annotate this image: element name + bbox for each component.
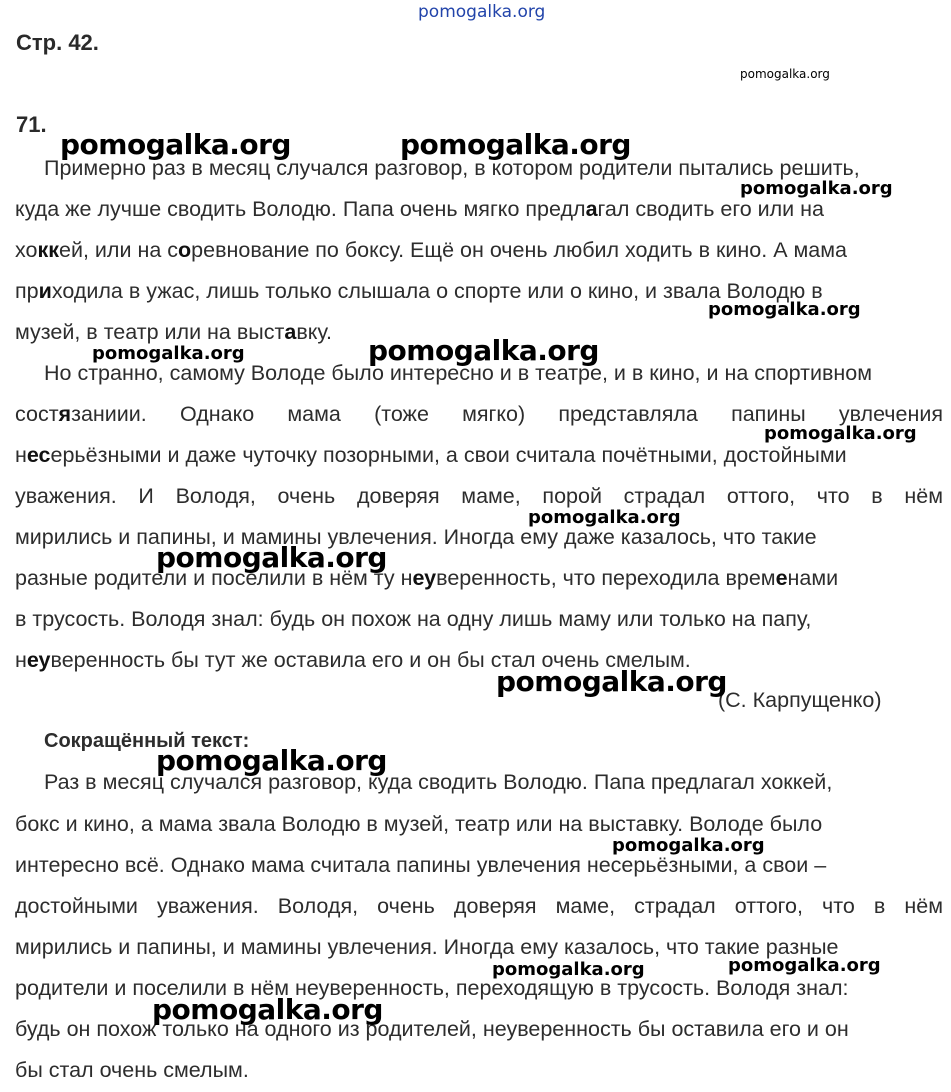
watermark-big: pomogalka.org: [156, 744, 387, 777]
watermark-big: pomogalka.org: [496, 665, 727, 698]
watermark-mid: pomogalka.org: [740, 178, 893, 199]
watermark-big: pomogalka.org: [156, 541, 387, 574]
watermark-mid: pomogalka.org: [492, 959, 645, 980]
summary-line: бокс и кино, а мама звала Володю в музей, театр или на выставку. Володе было: [15, 812, 823, 836]
watermark-mid: pomogalka.org: [92, 343, 245, 364]
summary-line: интересно всё. Однако мама считала папины увлечения несерьёзными, а свои –: [15, 853, 827, 877]
watermark-mid: pomogalka.org: [708, 299, 861, 320]
page-number: Стр. 42.: [16, 30, 99, 55]
summary-line: достойными уважения. Володя, очень доверяя маме, страдал оттого, что в нём: [15, 894, 943, 918]
watermark-big: pomogalka.org: [368, 334, 599, 367]
watermark-big: pomogalka.org: [152, 993, 383, 1026]
text-line: Но странно, самому Володе было интересно и в театре, и в кино, и на спортивном: [44, 361, 873, 385]
summary-line: Раз в месяц случался разговор, куда сводить Володю. Папа предлагал хоккей,: [44, 770, 833, 794]
task-number: 71.: [16, 112, 47, 137]
summary-title: Сокращённый текст:: [44, 730, 250, 752]
watermark-big: pomogalka.org: [60, 128, 291, 161]
summary-line: мирились и папины, и мамины увлечения. Иногда ему казалось, что такие разные: [15, 935, 839, 959]
text-line: неуверенность бы тут же оставила его и он бы стал очень смелым.: [15, 648, 691, 672]
summary-line: будь он похож только на одного из родителей, неуверенность бы оставила его и он: [15, 1017, 849, 1041]
text-line: хоккей, или на соревнование по боксу. Ещё он очень любил ходить в кино. А мама: [15, 238, 847, 262]
text-line: мирились и папины, и мамины увлечения. Иногда ему даже казалось, что такие: [15, 525, 817, 549]
summary-line: родители и поселили в нём неуверенность, переходящую в трусость. Володя знал:: [15, 976, 849, 1000]
watermark-mid: pomogalka.org: [728, 955, 881, 976]
text-line: в трусость. Володя знал: будь он похож на одну лишь маму или только на папу,: [15, 607, 812, 631]
watermark-mid: pomogalka.org: [528, 507, 681, 528]
text-line: музей, в театр или на выставку.: [15, 320, 332, 344]
watermark-mid: pomogalka.org: [764, 423, 917, 444]
summary-line: бы стал очень смелым.: [15, 1058, 249, 1082]
watermark-top[interactable]: pomogalka.org: [418, 2, 546, 22]
watermark-small: pomogalka.org: [740, 67, 830, 81]
text-line: состязаниии. Однако мама (тоже мягко) представляла папины увлечения: [15, 402, 943, 426]
author: (С. Карпущенко): [718, 688, 882, 712]
text-line: несерьёзными и даже чуточку позорными, а свои считала почётными, достойными: [15, 443, 847, 467]
text-line: разные родители и поселили в нём ту неуверенность, что переходила временами: [15, 566, 839, 590]
text-line: уважения. И Володя, очень доверяя маме, порой страдал оттого, что в нём: [15, 484, 943, 508]
text-line: Примерно раз в месяц случался разговор, в котором родители пытались решить,: [44, 156, 860, 180]
text-line: приходила в ужас, лишь только слышала о спорте или о кино, и звала Володю в: [15, 279, 823, 303]
watermark-mid: pomogalka.org: [612, 835, 765, 856]
text-line: куда же лучше сводить Володю. Папа очень мягко предлагал сводить его или на: [15, 197, 824, 221]
watermark-big: pomogalka.org: [400, 128, 631, 161]
